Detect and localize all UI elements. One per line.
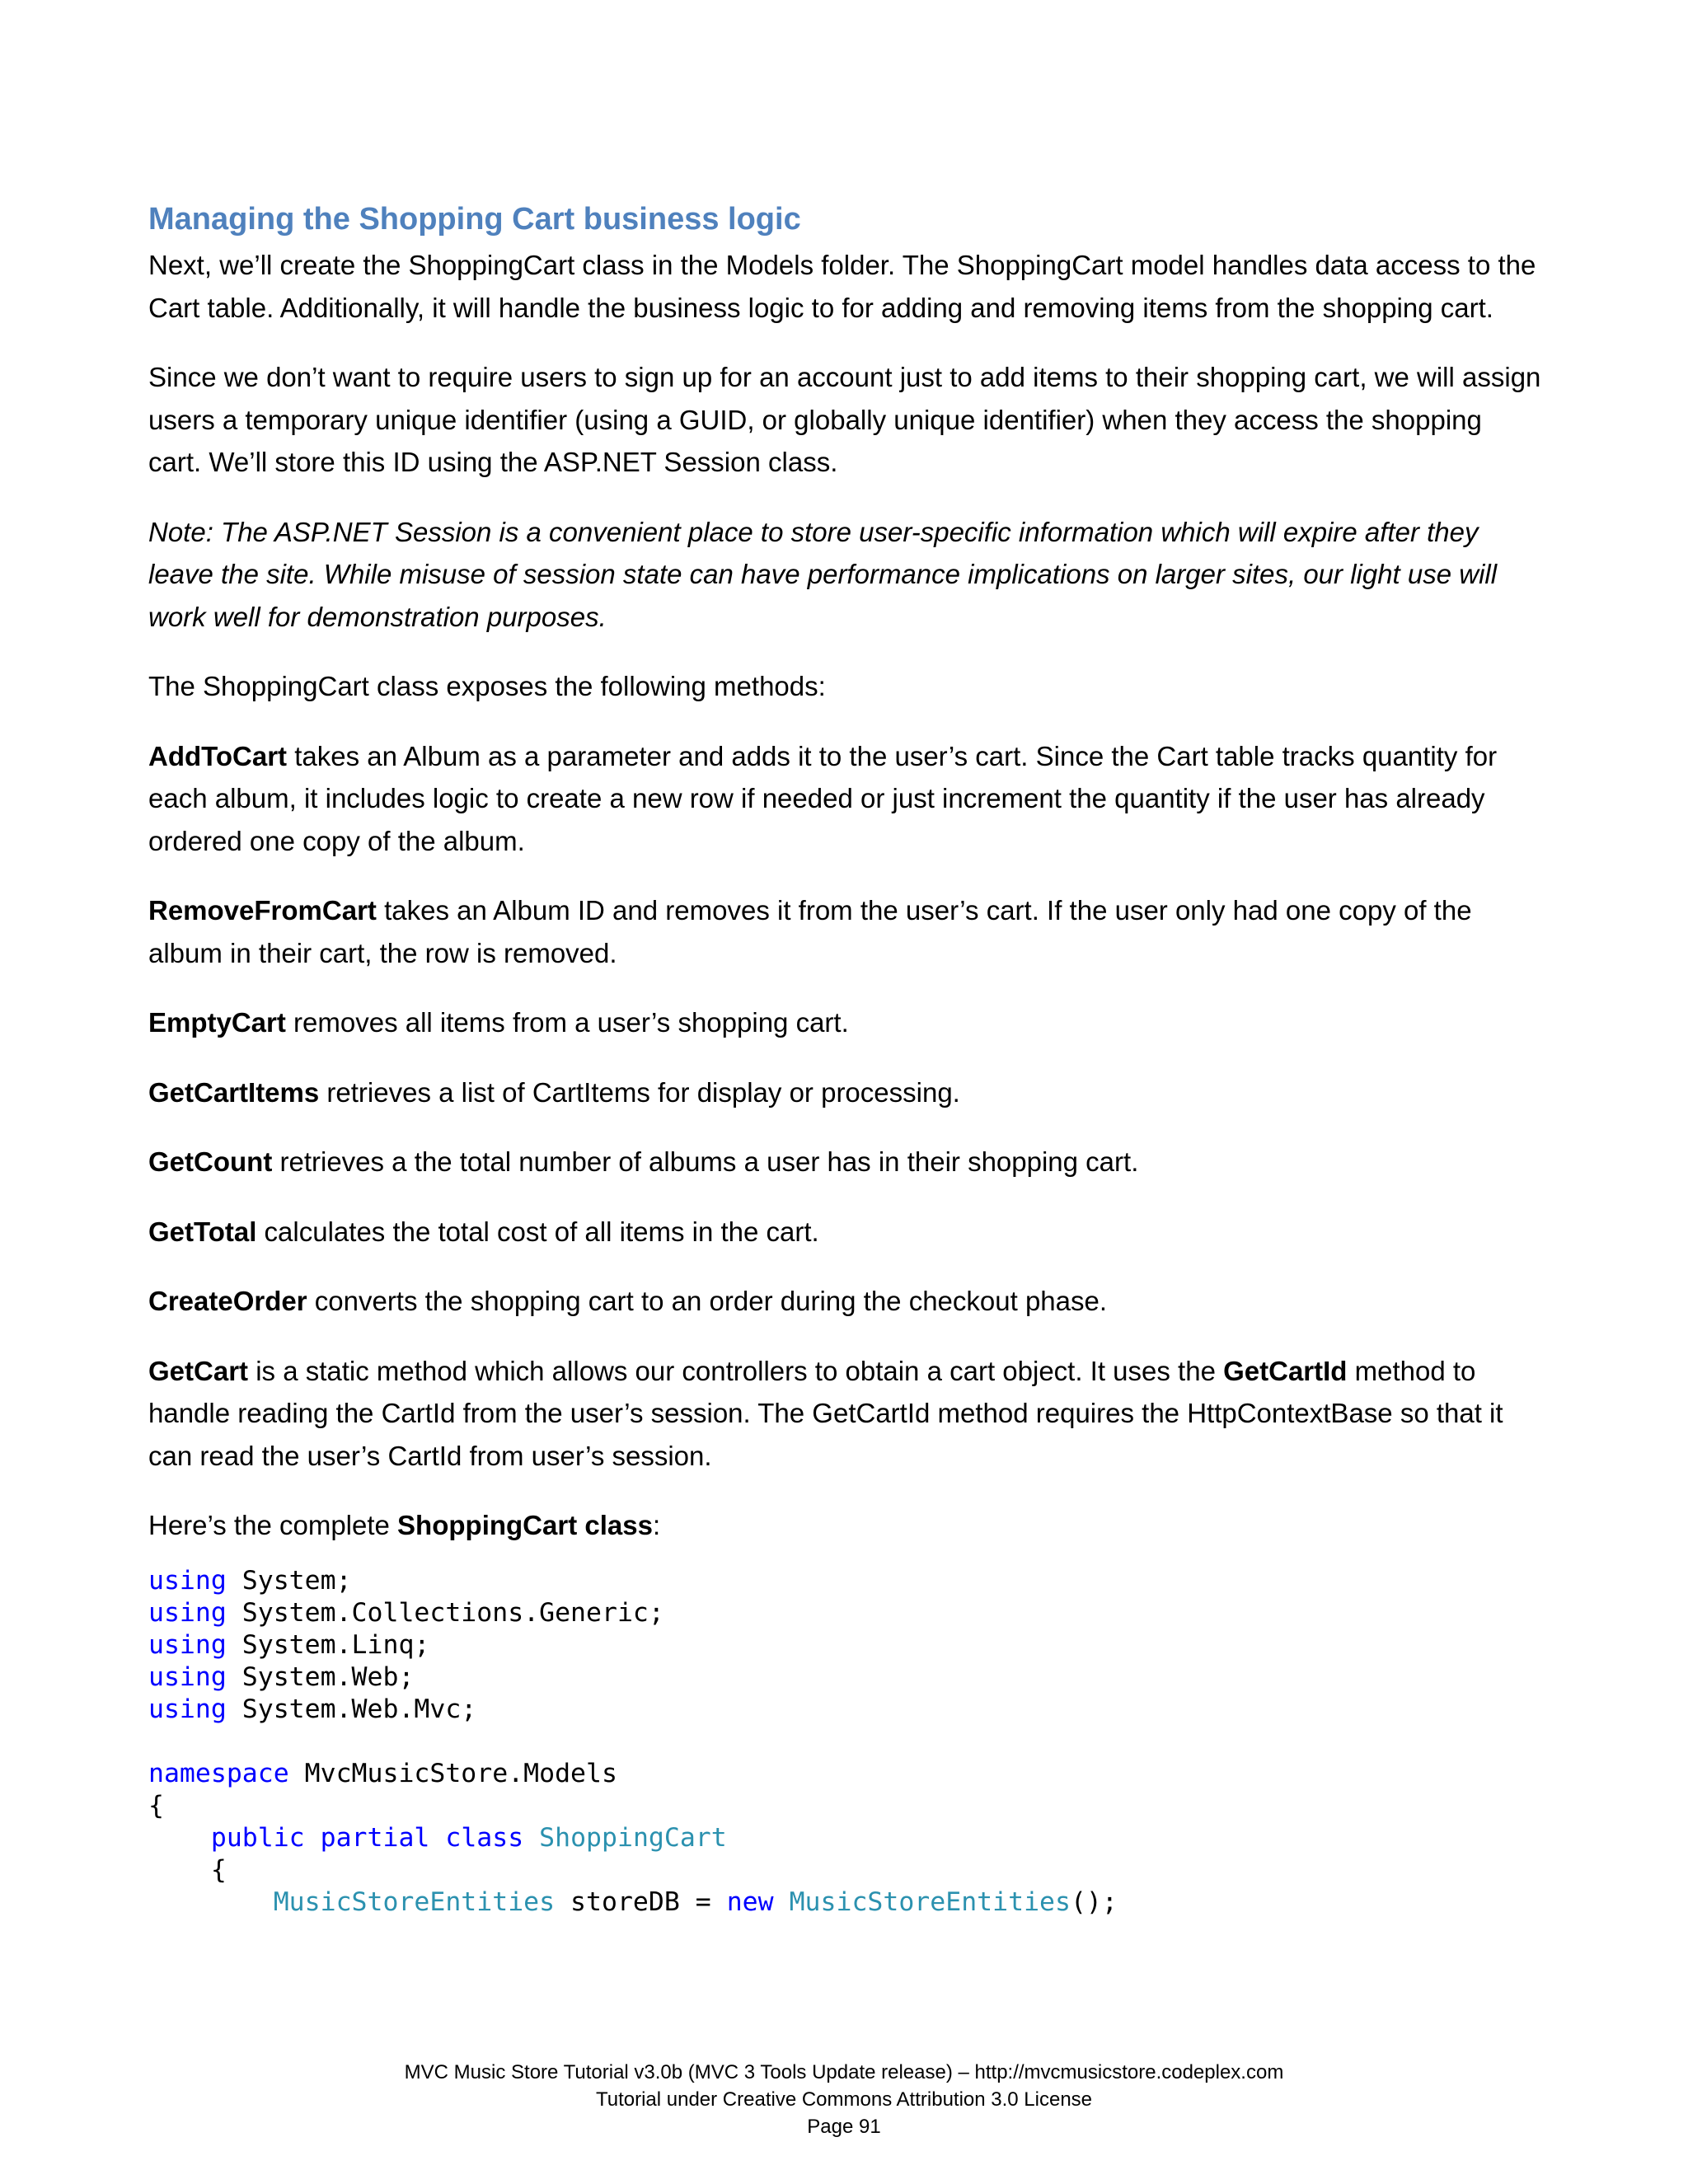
method-getcount: [148, 1141, 1541, 1183]
code-text: System.Collections.Generic;: [226, 1597, 664, 1628]
footer-line-tutorial: MVC Music Store Tutorial v3.0b (MVC 3 Tools Update release) – http://mvcmusicstore.codeplex.com: [404, 2061, 1284, 2083]
code-text: storeDB =: [555, 1886, 727, 1917]
method-description: retrieves a list of CartItems for display or processing.: [319, 1076, 960, 1108]
code-text: ();: [1070, 1886, 1118, 1917]
methods-intro: The ShoppingCart class exposes the following methods:: [148, 671, 826, 701]
method-description: calculates the total cost of all items in the cart.: [256, 1216, 819, 1247]
method-emptycart: [148, 1001, 1541, 1044]
complete-bold: ShoppingCart class: [397, 1510, 653, 1540]
method-name: RemoveFromCart: [148, 895, 377, 926]
method-name: GetCart: [148, 1355, 249, 1386]
code-indent: [148, 1823, 211, 1853]
method-name: AddToCart: [148, 740, 288, 771]
method-getcartitems: [148, 1071, 1541, 1114]
code-type: ShoppingCart: [539, 1822, 727, 1853]
method-getcart: [148, 1350, 1541, 1478]
page-number: Page 91: [807, 2116, 881, 2138]
method-name: GetTotal: [148, 1216, 257, 1247]
footer-line-license: Tutorial under Creative Commons Attribution 3.0 License: [595, 2088, 1093, 2111]
code-type: MusicStoreEntities: [273, 1886, 556, 1917]
code-keyword: using: [148, 1661, 227, 1692]
method-name-getcartid: GetCartId: [1223, 1355, 1348, 1386]
method-name: CreateOrder: [148, 1286, 307, 1316]
method-gettotal: [148, 1211, 1541, 1254]
complete-prefix: Here’s the complete: [148, 1510, 398, 1540]
code-keyword: namespace: [148, 1758, 289, 1788]
page-footer: [0, 2059, 1688, 2140]
code-keyword: class: [445, 1822, 524, 1853]
code-brace: {: [148, 1790, 164, 1821]
method-name: GetCartItems: [148, 1076, 320, 1108]
method-description: method to handle reading the CartId from the user’s session. The GetCartId method requires the HttpContextBase so that it can read the user’s CartId from user’s session.: [148, 1355, 1503, 1471]
method-description: removes all items from a user’s shopping cart.: [285, 1007, 849, 1038]
section-heading: Managing the Shopping Cart business logic: [148, 202, 801, 237]
code-indent: [148, 1887, 274, 1917]
code-text: System.Linq;: [226, 1629, 430, 1660]
method-description: is a static method which allows our controllers to obtain a cart object. It uses the: [248, 1355, 1224, 1386]
method-addtocart: [148, 735, 1541, 863]
method-description: converts the shopping cart to an order during the checkout phase.: [307, 1286, 1108, 1316]
code-brace: {: [210, 1854, 227, 1885]
method-description: takes an Album as a parameter and adds it to the user’s cart. Since the Cart table tracks quantity for each album, it includes logic to create a new row if needed or just increment the quantity if the user has already ordered one copy of the album.: [148, 740, 1498, 856]
code-text: System.Web.Mvc;: [226, 1694, 477, 1724]
method-removefromcart: [148, 889, 1541, 974]
code-type: MusicStoreEntities: [789, 1886, 1071, 1917]
code-keyword: new: [726, 1886, 774, 1917]
paragraph-intro: Next, we’ll create the ShoppingCart class in the Models folder. The ShoppingCart model handles data access to the Cart table. Additionally, it will handle the business logic to for adding and removing items from the shopping cart.: [148, 250, 1536, 323]
method-name: EmptyCart: [148, 1007, 286, 1038]
code-text: System;: [226, 1565, 352, 1596]
code-indent: [148, 1855, 211, 1885]
code-text: System.Web;: [226, 1661, 415, 1692]
complete-suffix: :: [652, 1510, 661, 1540]
code-keyword: using: [148, 1629, 227, 1660]
code-keyword: using: [148, 1597, 227, 1628]
code-text: MvcMusicStore.Models: [288, 1758, 617, 1788]
method-description: takes an Album ID and removes it from the user’s cart. If the user only had one copy of the album in their cart, the row is removed.: [148, 895, 1472, 968]
method-description: retrieves a the total number of albums a user has in their shopping cart.: [272, 1146, 1139, 1177]
code-block: [148, 1565, 1541, 1919]
complete-class-intro: [148, 1504, 1541, 1547]
paragraph-guid: Since we don’t want to require users to sign up for an account just to add items to their shopping cart, we will assign users a temporary unique identifier (using a GUID, or globally unique identifier) when they access the shopping cart. We’ll store this ID using the ASP.NET Session class.: [148, 362, 1541, 477]
code-keyword: partial: [320, 1822, 430, 1853]
code-keyword: using: [148, 1694, 227, 1724]
method-createorder: [148, 1280, 1541, 1323]
document-page: [148, 198, 1541, 1919]
code-keyword: using: [148, 1565, 227, 1596]
code-keyword: public: [210, 1822, 305, 1853]
note-paragraph: Note: The ASP.NET Session is a convenient place to store user-specific information which will expire after they leave the site. While misuse of session state can have performance implications on larger sites, our light use will work well for demonstration purposes.: [148, 516, 1498, 632]
method-name: GetCount: [148, 1146, 273, 1177]
